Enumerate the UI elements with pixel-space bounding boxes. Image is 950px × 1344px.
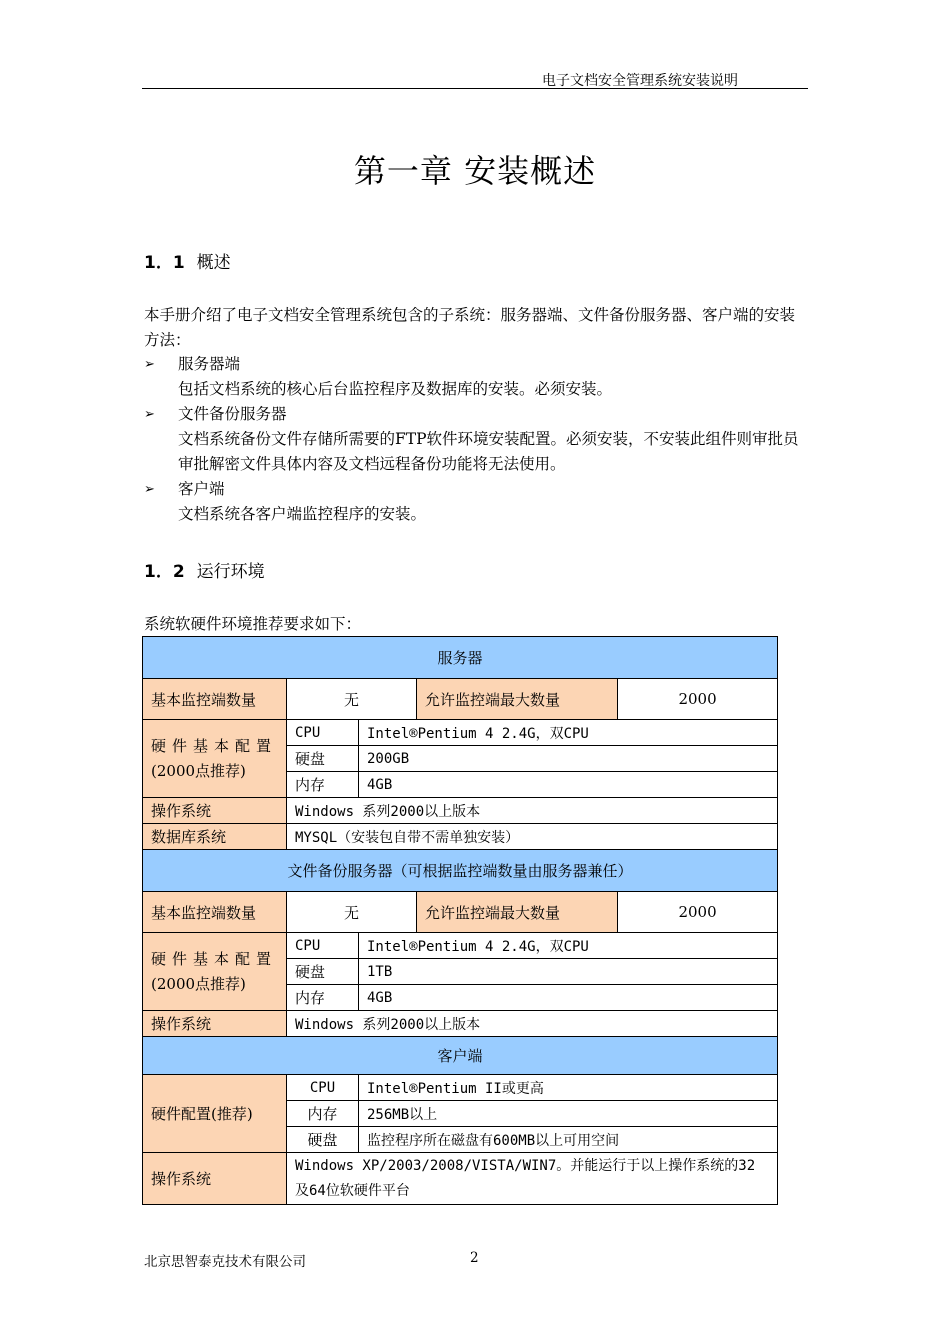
list-item — [144, 352, 804, 402]
table-row — [143, 850, 778, 892]
subsystem-list — [144, 352, 804, 527]
hw-value: Intel®Pentium 4 2.4G，双CPU — [359, 933, 778, 959]
table-row — [143, 1011, 778, 1037]
chapter-title: 第一章 安装概述 — [353, 152, 597, 190]
header-title: 电子文档安全管理系统安装说明 — [542, 73, 738, 89]
hw-config-label: 硬件基本配置 (2000点推荐) — [143, 933, 287, 1011]
os-value: Windows 系列2000以上版本 — [287, 798, 778, 824]
arrow-bullet-icon: ➢ — [144, 407, 155, 422]
max-count-value: 2000 — [618, 892, 778, 933]
table-row — [143, 933, 778, 959]
hw-value: 监控程序所在磁盘有600MB以上可用空间 — [359, 1127, 778, 1153]
client-header: 客户端 — [143, 1037, 778, 1075]
os-value: Windows 系列2000以上版本 — [287, 1011, 778, 1037]
basic-count-label: 基本监控端数量 — [143, 892, 287, 933]
hw-key: 内存 — [287, 772, 359, 798]
db-value: MYSQL（安装包自带不需单独安装） — [287, 824, 778, 850]
basic-count-value: 无 — [287, 679, 417, 720]
arrow-bullet-icon: ➢ — [144, 357, 155, 372]
hw-key: CPU — [287, 1075, 359, 1101]
list-item-title: 客户端 — [178, 480, 225, 498]
table-row — [143, 1153, 778, 1205]
section-number: 1．1 — [144, 253, 185, 273]
table-row — [143, 824, 778, 850]
intro-paragraph: 本手册介绍了电子文档安全管理系统包含的子系统：服务器端、文件备份服务器、客户端的安装方法： — [144, 306, 796, 349]
db-label: 数据库系统 — [143, 824, 287, 850]
hw-value: 1TB — [359, 959, 778, 985]
hw-value: 200GB — [359, 746, 778, 772]
table-intro: 系统软硬件环境推荐要求如下： — [144, 615, 362, 633]
list-item — [144, 402, 804, 477]
hw-key: CPU — [287, 720, 359, 746]
hw-key: 硬盘 — [287, 746, 359, 772]
max-count-value: 2000 — [618, 679, 778, 720]
table-row — [143, 1037, 778, 1075]
hw-value: Intel®Pentium II或更高 — [359, 1075, 778, 1101]
list-item — [144, 477, 804, 527]
list-item-desc: 包括文档系统的核心后台监控程序及数据库的安装。必须安装。 — [178, 380, 613, 398]
page-header — [142, 70, 808, 89]
hw-key: 内存 — [287, 985, 359, 1011]
hw-config-label: 硬件基本配置 (2000点推荐) — [143, 720, 287, 798]
hw-key: CPU — [287, 933, 359, 959]
os-label: 操作系统 — [143, 1153, 287, 1205]
table-row — [143, 798, 778, 824]
max-count-label: 允许监控端最大数量 — [417, 892, 618, 933]
table-row — [143, 637, 778, 679]
hw-value: 4GB — [359, 772, 778, 798]
table-row — [143, 679, 778, 720]
basic-count-value: 无 — [287, 892, 417, 933]
requirements-table-wrap — [142, 636, 777, 1205]
os-value: Windows XP/2003/2008/VISTA/WIN7。并能运行于以上操作系统的32及64位软硬件平台 — [287, 1153, 778, 1205]
section-heading-overview — [144, 248, 231, 273]
hw-value: Intel®Pentium 4 2.4G，双CPU — [359, 720, 778, 746]
hw-value: 256MB以上 — [359, 1101, 778, 1127]
footer-company: 北京思智泰克技术有限公司 — [144, 1254, 306, 1270]
section-title: 概述 — [196, 253, 231, 273]
arrow-bullet-icon: ➢ — [144, 482, 155, 497]
hw-key: 硬盘 — [287, 1127, 359, 1153]
section-title: 运行环境 — [196, 562, 265, 582]
list-item-desc: 文档系统备份文件存储所需要的FTP软件环境安装配置。必须安装，不安装此组件则审批员审批解密文件具体内容及文档远程备份功能将无法使用。 — [178, 430, 799, 473]
list-item-title: 文件备份服务器 — [178, 405, 287, 423]
requirements-table — [142, 636, 778, 1205]
basic-count-label: 基本监控端数量 — [143, 679, 287, 720]
backup-header: 文件备份服务器（可根据监控端数量由服务器兼任） — [143, 850, 778, 892]
hw-config-label: 硬件配置(推荐) — [143, 1075, 287, 1153]
list-item-desc: 文档系统各客户端监控程序的安装。 — [178, 505, 427, 523]
section-number: 1．2 — [144, 562, 185, 582]
table-row — [143, 892, 778, 933]
server-header: 服务器 — [143, 637, 778, 679]
hw-key: 硬盘 — [287, 959, 359, 985]
os-label: 操作系统 — [143, 798, 287, 824]
hw-key: 内存 — [287, 1101, 359, 1127]
page-number: 2 — [470, 1250, 479, 1266]
max-count-label: 允许监控端最大数量 — [417, 679, 618, 720]
os-label: 操作系统 — [143, 1011, 287, 1037]
section-heading-environment — [144, 557, 265, 582]
table-row — [143, 720, 778, 746]
table-row — [143, 1075, 778, 1101]
list-item-title: 服务器端 — [178, 355, 241, 373]
hw-value: 4GB — [359, 985, 778, 1011]
